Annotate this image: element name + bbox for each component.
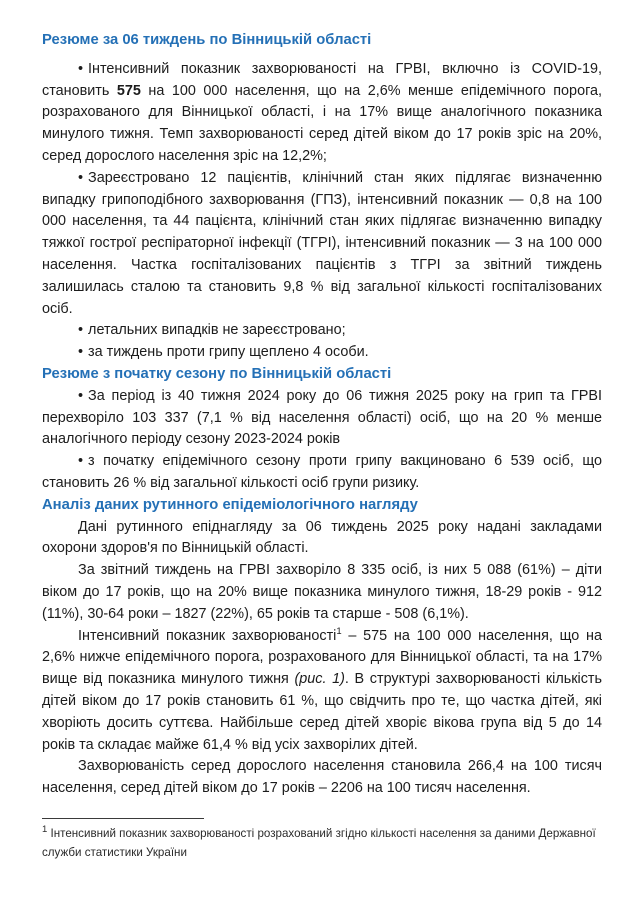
paragraph-intensity-analysis xyxy=(42,626,602,757)
bullet-item-ili-sari-cases xyxy=(42,168,602,321)
paragraph-text: – 575 на 100 000 населення, що на 2,6% нижче епідемічного порога, розрахованого для Вінницької області, та на 17% вище від показника минулого тижня xyxy=(42,627,603,688)
paragraph-text: Інтенсивний показник захворюваності xyxy=(78,627,337,644)
bullet-item-lethal-cases xyxy=(42,320,602,342)
bullet-item-season-vaccinated xyxy=(42,451,602,495)
bullet-marker: • xyxy=(78,60,84,77)
paragraph-data-source: Дані рутинного епіднагляду за 06 тиждень 2025 року надані закладами охорони здоров'я по Вінницькій області. xyxy=(42,518,602,557)
bullet-text: летальних випадків не зареєстровано; xyxy=(88,322,346,339)
bullet-text: на 100 000 населення, що на 2,6% менше епідемічного порога, розрахованого для Вінницької області, і на 17% вище аналогічного показника минулого тижня. Темп захворюваності серед дітей віком до 17 років зріс на 20%, серед дорослого населення зріс на 12,2%; xyxy=(42,82,602,164)
bullet-item-vaccinated-week xyxy=(42,342,602,364)
section-heading-season-summary: Резюме з початку сезону по Вінницькій області xyxy=(42,365,392,382)
bullet-marker: • xyxy=(78,453,84,470)
section-heading-epi-analysis: Аналіз даних рутинного епідеміологічного нагляду xyxy=(42,496,418,513)
footnote-reference-marker: 1 xyxy=(336,625,342,637)
bullet-text: Інтенсивний показник захворюваності на ГРВІ, включно із COVID-19, становить xyxy=(42,60,602,99)
footnote-number: 1 xyxy=(42,824,48,836)
bullet-text: За період із 40 тижня 2024 року до 06 тижня 2025 року на грип та ГРВІ перехворіло 103 337 (7,1 % від населення області) осіб, що на 20 % менше аналогічного періоду сезону 2023-2024 років xyxy=(42,387,602,448)
bullet-marker: • xyxy=(78,387,84,404)
paragraph-weekly-cases-breakdown: За звітний тиждень на ГРВІ захворіло 8 335 осіб, із них 5 088 (61%) – діти віком до 17 років, що на 20% вище показника минулого тижня, 18-29 років - 912 (11%), 30-64 роки – 1827 (22%), 65 років та старше - 508 (6,1%). xyxy=(42,562,602,622)
section-heading-week-summary: Резюме за 06 тиждень по Вінницькій області xyxy=(42,32,372,48)
footnote-separator-rule xyxy=(42,818,204,819)
footnote-area xyxy=(42,818,602,862)
footnote-text xyxy=(42,824,602,862)
bullet-text: Зареєстровано 12 пацієнтів, клінічний стан яких підлягає визначенню випадку грипоподібного захворювання (ГПЗ), інтенсивний показник — 0,8 на 100 000 населення, та 44 пацієнта, клінічний стан яких підлягає визначенню випадку тяжкої гострої респіраторної інфекції (ТГРІ), інтенсивний показник — 3 на 100 000 населення. Частка госпіталізованих пацієнтів з ТГРІ за звітний тиждень залишилась сталою та становить 9,8 % від загальної кількості госпіталізованих осіб. xyxy=(42,169,602,317)
bullet-text: з початку епідемічного сезону проти грипу вакциновано 6 539 осіб, що становить 26 % від загальної кількості осіб групи ризику. xyxy=(42,453,602,491)
bullet-marker: • xyxy=(78,322,84,339)
bullet-item-incidence-rate xyxy=(42,59,602,168)
bullet-marker: • xyxy=(78,344,84,361)
document-body xyxy=(42,30,602,800)
bold-value-575: 575 xyxy=(116,82,141,99)
bullet-item-season-cases xyxy=(42,386,602,451)
footnote-body: Інтенсивний показник захворюваності розрахований згідно кількості населення за даними Державної служби статистики України xyxy=(42,827,596,859)
paragraph-text: . В структурі захворюваності кількість дітей віком до 17 років становить 61 %, що свідчить про те, що частка дітей, які хворіють досить суттєва. Найбільше серед дітей хворіє вікова група від 5 до 14 років та складає майже 61,4 % від усіх захворілих дітей. xyxy=(42,671,602,753)
bullet-marker: • xyxy=(78,169,84,186)
paragraph-adult-child-incidence: Захворюваність серед дорослого населення становила 266,4 на 100 тисяч населення, серед дітей віком до 17 років – 2206 на 100 тисяч населення. xyxy=(42,758,602,797)
figure-reference: (рис. 1) xyxy=(294,671,345,688)
bullet-text: за тиждень проти грипу щеплено 4 особи. xyxy=(88,344,369,361)
